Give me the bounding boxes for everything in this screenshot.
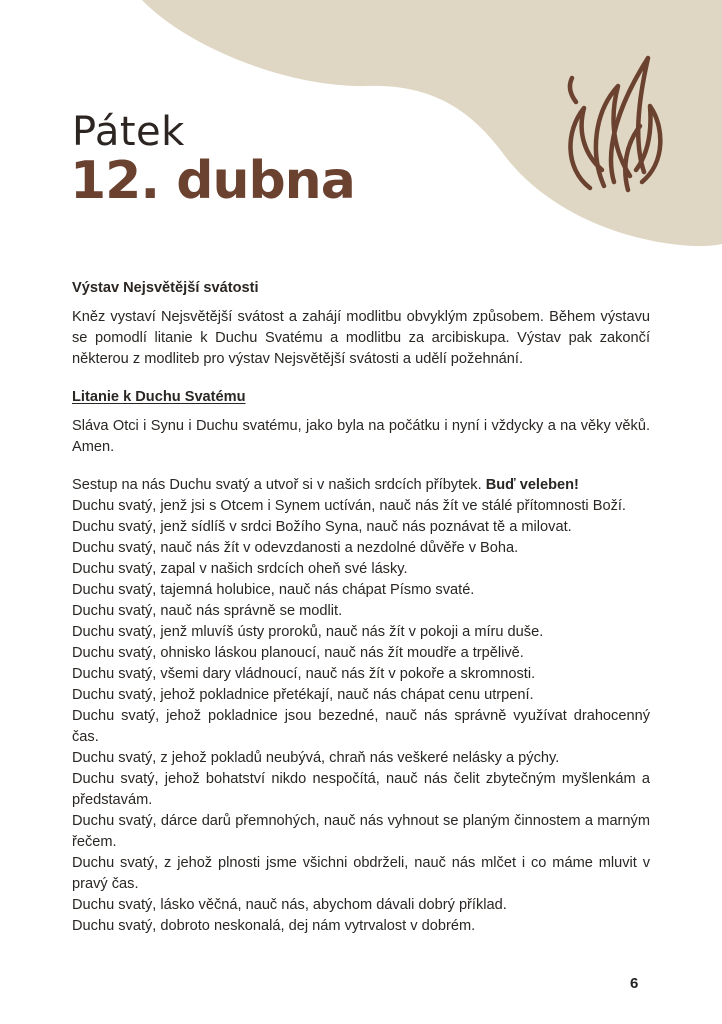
litany-line: Duchu svatý, z jehož plnosti jsme všichni obdrželi, nauč nás mlčet i co máme mluvit v pravý čas.	[72, 855, 650, 892]
litany-line: Duchu svatý, jenž jsi s Otcem i Synem uctíván, nauč nás žít ve stálé přítomnosti Boží.	[72, 498, 626, 514]
litany-line: Duchu svatý, jehož bohatství nikdo nespočítá, nauč nás čelit zbytečným myšlenkám a představám.	[72, 771, 650, 808]
litany-line: Duchu svatý, z jehož pokladů neubývá, chraň nás veškeré nelásky a pýchy.	[72, 750, 560, 766]
litany-invocation: Sestup na nás Duchu svatý a utvoř si v našich srdcích příbytek.	[72, 477, 482, 493]
litany-intro: Sláva Otci i Synu i Duchu svatému, jako byla na počátku i nyní i vždycky a na věky věků. Amen.	[72, 418, 650, 455]
litany-line: Duchu svatý, jehož pokladnice jsou bezedné, nauč nás správně využívat drahocenný čas.	[72, 708, 650, 745]
day-title: Pátek	[72, 109, 185, 155]
litany-line: Duchu svatý, jenž sídlíš v srdci Božího Syna, nauč nás poznávat tě a milovat.	[72, 519, 572, 535]
litany-line: Duchu svatý, všemi dary vládnoucí, nauč nás žít v pokoře a skromnosti.	[72, 666, 536, 682]
date-title: 12. dubna	[70, 151, 355, 211]
litany-line: Duchu svatý, nauč nás správně se modlit.	[72, 603, 343, 619]
litany-line: Duchu svatý, ohnisko láskou planoucí, nauč nás žít moudře a trpělivě.	[72, 645, 524, 661]
holy-spirit-flame-icon	[560, 50, 670, 195]
main-content	[72, 278, 650, 937]
litany-line: Duchu svatý, jehož pokladnice přetékají, nauč nás chápat cenu utrpení.	[72, 687, 534, 703]
litany-line: Duchu svatý, jenž mluvíš ústy proroků, nauč nás žít v pokoji a míru duše.	[72, 624, 544, 640]
litany-lines	[72, 475, 650, 937]
litany-line: Duchu svatý, zapal v našich srdcích oheň své lásky.	[72, 561, 408, 577]
litany-line: Duchu svatý, tajemná holubice, nauč nás chápat Písmo svaté.	[72, 582, 475, 598]
litany-first-line	[72, 475, 650, 496]
section-heading-exposition: Výstav Nejsvětější svátosti	[72, 280, 259, 296]
litany-response: Buď veleben!	[485, 477, 579, 493]
section-heading-litany: Litanie k Duchu Svatému	[72, 389, 246, 405]
exposition-paragraph: Kněz vystaví Nejsvětější svátost a zahájí modlitbu obvyklým způsobem. Během výstavu se pomodlí litanie k Duchu Svatému a modlitbu za arcibiskupa. Výstav pak zakončí některou z modliteb pro výstav Nejsvětější svátosti a udělí požehnání.	[72, 309, 650, 367]
litany-line: Duchu svatý, nauč nás žít v odevzdanosti a nezdolné důvěře v Boha.	[72, 540, 519, 556]
page-number: 6	[630, 975, 639, 992]
litany-line: Duchu svatý, dárce darů přemnohých, nauč nás vyhnout se planým činnostem a marným řečem.	[72, 813, 650, 850]
litany-line: Duchu svatý, dobroto neskonalá, dej nám vytrvalost v dobrém.	[72, 918, 476, 934]
litany-line: Duchu svatý, lásko věčná, nauč nás, abychom dávali dobrý příklad.	[72, 897, 507, 913]
